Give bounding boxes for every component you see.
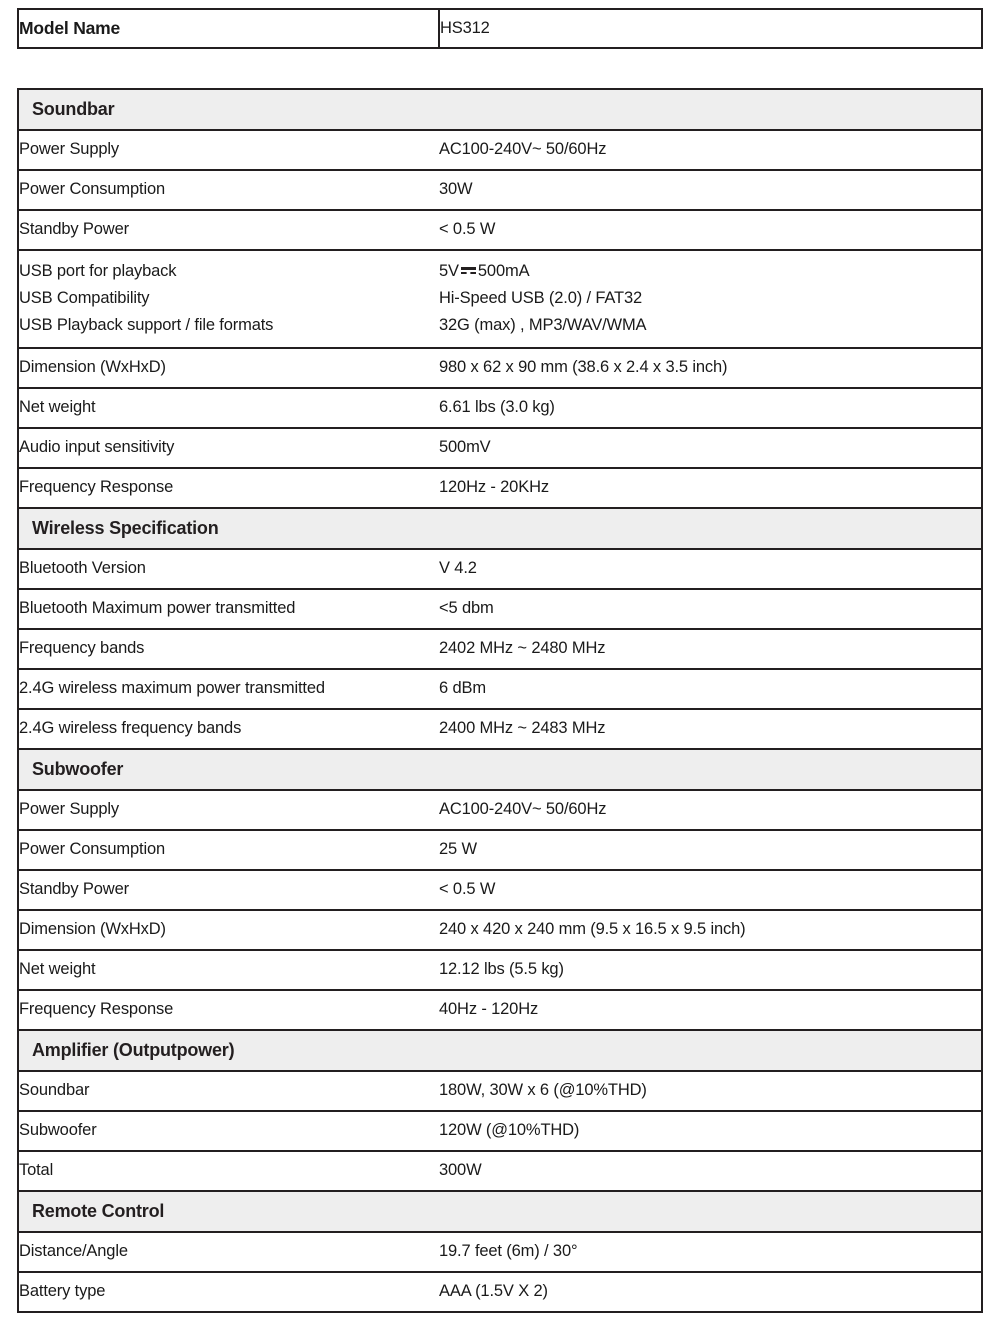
row-value: 300W <box>439 1151 982 1191</box>
row-value-group <box>439 250 982 348</box>
row-label: Total <box>18 1151 439 1191</box>
row-label: Power Supply <box>18 790 439 830</box>
row-value: < 0.5 W <box>439 210 982 250</box>
table-row <box>18 910 982 950</box>
table-row <box>18 1111 982 1151</box>
table-row <box>18 1232 982 1272</box>
row-label: Standby Power <box>18 210 439 250</box>
row-value: 6 dBm <box>439 669 982 709</box>
row-value: AC100-240V~ 50/60Hz <box>439 130 982 170</box>
table-row <box>18 428 982 468</box>
row-value: 6.61 lbs (3.0 kg) <box>439 388 982 428</box>
row-value: 120Hz - 20KHz <box>439 468 982 508</box>
row-value: 25 W <box>439 830 982 870</box>
row-value: 19.7 feet (6m) / 30° <box>439 1232 982 1272</box>
model-name-value: HS312 <box>440 18 490 37</box>
table-row <box>18 468 982 508</box>
table-row <box>18 170 982 210</box>
model-name-table <box>17 8 983 49</box>
row-label-group <box>18 250 439 348</box>
row-label: 2.4G wireless maximum power transmitted <box>18 669 439 709</box>
row-label: Bluetooth Maximum power transmitted <box>18 589 439 629</box>
row-value: AC100-240V~ 50/60Hz <box>439 790 982 830</box>
row-label: Frequency bands <box>18 629 439 669</box>
specification-table <box>17 88 983 1313</box>
usb-voltage-text: 5V <box>439 262 459 280</box>
row-value: 30W <box>439 170 982 210</box>
section-header-subwoofer <box>18 749 982 790</box>
row-value: 180W, 30W x 6 (@10%THD) <box>439 1071 982 1111</box>
row-label: Dimension (WxHxD) <box>18 910 439 950</box>
row-value-line: Hi-Speed USB (2.0) / FAT32 <box>439 289 643 307</box>
row-value: <5 dbm <box>439 589 982 629</box>
usb-current-text: 500mA <box>477 262 530 280</box>
model-name-label: Model Name <box>18 9 439 48</box>
table-row <box>18 950 982 990</box>
table-row <box>18 1071 982 1111</box>
row-label: Frequency Response <box>18 468 439 508</box>
row-label: Net weight <box>18 950 439 990</box>
row-value: AAA (1.5V X 2) <box>439 1272 982 1312</box>
section-title: Soundbar <box>18 89 982 130</box>
row-value: 2402 MHz ~ 2480 MHz <box>439 629 982 669</box>
table-row <box>18 709 982 749</box>
section-title: Amplifier (Outputpower) <box>18 1030 982 1071</box>
row-value-line-usb-power <box>439 258 981 285</box>
dc-power-symbol-icon <box>461 266 476 277</box>
row-label-line: USB Compatibility <box>19 289 150 307</box>
table-row <box>18 790 982 830</box>
row-label: Subwoofer <box>18 1111 439 1151</box>
row-value: 500mV <box>439 428 982 468</box>
row-value: 40Hz - 120Hz <box>439 990 982 1030</box>
table-row <box>18 669 982 709</box>
row-value: 980 x 62 x 90 mm (38.6 x 2.4 x 3.5 inch) <box>439 348 982 388</box>
specification-table-body <box>18 89 982 1312</box>
row-label: Audio input sensitivity <box>18 428 439 468</box>
table-row <box>18 210 982 250</box>
row-label: Net weight <box>18 388 439 428</box>
row-label: Bluetooth Version <box>18 549 439 589</box>
row-label-line: USB Playback support / file formats <box>19 316 274 334</box>
table-row <box>18 589 982 629</box>
row-label: Soundbar <box>18 1071 439 1111</box>
section-header-soundbar <box>18 89 982 130</box>
section-title: Remote Control <box>18 1191 982 1232</box>
table-row <box>18 1151 982 1191</box>
table-row-usb <box>18 250 982 348</box>
row-value: 120W (@10%THD) <box>439 1111 982 1151</box>
row-label: Power Consumption <box>18 830 439 870</box>
row-value: V 4.2 <box>439 549 982 589</box>
section-header-remote-control <box>18 1191 982 1232</box>
row-value: 240 x 420 x 240 mm (9.5 x 16.5 x 9.5 inch) <box>439 910 982 950</box>
row-value: < 0.5 W <box>439 870 982 910</box>
row-label: Power Supply <box>18 130 439 170</box>
table-row <box>18 870 982 910</box>
row-value: 2400 MHz ~ 2483 MHz <box>439 709 982 749</box>
table-row <box>18 348 982 388</box>
row-label: 2.4G wireless frequency bands <box>18 709 439 749</box>
row-value: 12.12 lbs (5.5 kg) <box>439 950 982 990</box>
table-row <box>18 990 982 1030</box>
section-title: Wireless Specification <box>18 508 982 549</box>
row-label-line: USB port for playback <box>19 262 177 280</box>
row-label: Dimension (WxHxD) <box>18 348 439 388</box>
row-label: Power Consumption <box>18 170 439 210</box>
row-label: Standby Power <box>18 870 439 910</box>
section-header-wireless-specification <box>18 508 982 549</box>
table-row <box>18 130 982 170</box>
table-row <box>18 9 982 48</box>
table-row <box>18 388 982 428</box>
row-value-line: 32G (max) , MP3/WAV/WMA <box>439 316 647 334</box>
table-row <box>18 629 982 669</box>
table-row <box>18 1272 982 1312</box>
section-header-amplifier <box>18 1030 982 1071</box>
row-label: Frequency Response <box>18 990 439 1030</box>
row-label: Distance/Angle <box>18 1232 439 1272</box>
table-row <box>18 830 982 870</box>
section-title: Subwoofer <box>18 749 982 790</box>
table-row <box>18 549 982 589</box>
row-label: Battery type <box>18 1272 439 1312</box>
